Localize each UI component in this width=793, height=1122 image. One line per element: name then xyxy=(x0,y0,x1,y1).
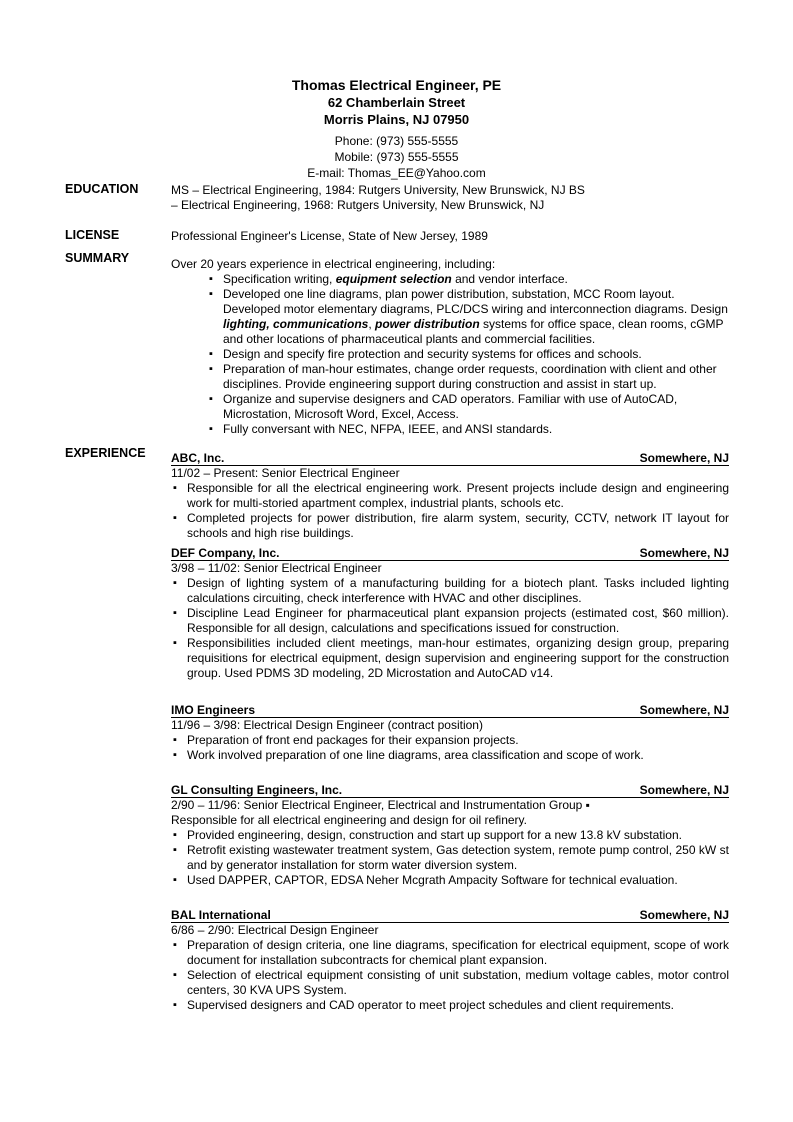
job-bullet: ▪ Discipline Lead Engineer for pharmaceutical plant expansion projects (estimated cost, $60 million). Responsible for all design, calculations and specifications issued for construction. xyxy=(171,606,729,636)
summary-intro: Over 20 years experience in electrical engineering, including: xyxy=(171,257,496,271)
job-bullet: ▪ Preparation of design criteria, one line diagrams, specification for electrical equipment, scope of work document for installation subcontracts for chemical plant expansion. xyxy=(171,938,729,968)
job-bullet: ▪ Responsible for all the electrical engineering work. Present projects include design and engineering work for multi-storied apartment complex, industrial plants, schools etc. xyxy=(171,481,729,511)
job-entry-imo xyxy=(171,703,729,763)
summary-item: ▪ Specification writing, equipment selection and vendor interface. xyxy=(207,272,731,287)
job-header xyxy=(171,783,729,798)
company-name: IMO Engineers xyxy=(171,703,256,717)
candidate-name: Thomas Electrical Engineer, PE xyxy=(291,77,502,93)
job-bullet: ▪ Supervised designers and CAD operator to meet project schedules and client requirements. xyxy=(171,998,729,1013)
summary-list xyxy=(207,272,731,437)
company-name: GL Consulting Engineers, Inc. xyxy=(171,783,343,797)
job-subtitle: Responsible for all electrical engineering and design for oil refinery. xyxy=(171,813,527,827)
mobile-line: Mobile: (973) 555-5555 xyxy=(334,150,459,164)
summary-item: ▪ Fully conversant with NEC, NFPA, IEEE, and ANSI standards. xyxy=(207,422,731,437)
summary-item: ▪ Developed one line diagrams, plan power distribution, substation, MCC Room layout. Developed motor elementary diagrams, PLC/DCS wiring and interconnection diagrams. Design lighting, communications, power distribution systems for office space, clean rooms, cGMP and other locations of pharmaceutical plants and commercial facilities. xyxy=(207,287,731,347)
job-bullet: ▪ Provided engineering, design, construction and start up support for a new 13.8 kV substation. xyxy=(171,828,729,843)
job-location: Somewhere, NJ xyxy=(639,908,729,922)
job-location: Somewhere, NJ xyxy=(639,783,729,797)
education-line-1: MS – Electrical Engineering, 1984: Rutgers University, New Brunswick, NJ BS xyxy=(171,183,585,197)
street-address: 62 Chamberlain Street xyxy=(327,95,466,110)
job-title: 2/90 – 11/96: Senior Electrical Engineer, Electrical and Instrumentation Group ▪ xyxy=(171,798,590,812)
job-header xyxy=(171,546,729,561)
company-name: BAL International xyxy=(171,908,271,922)
job-bullet: ▪ Responsibilities included client meetings, man-hour estimates, organizing design group, preparing requisitions for electrical equipment, design supervision and engineering support for the construction group. Used PDMS 3D modeling, 2D Microstation and AutoCAD v14. xyxy=(171,636,729,681)
summary-item: ▪ Preparation of man-hour estimates, change order requests, coordination with client and other disciplines. Provide engineering support during construction and assist in start up. xyxy=(207,362,731,392)
job-bullet: ▪ Design of lighting system of a manufacturing building for a biotech plant. Tasks included lighting calculations circuiting, check interference with HVAC and other disciplines. xyxy=(171,576,729,606)
job-bullet: ▪ Work involved preparation of one line diagrams, area classification and scope of work. xyxy=(171,748,729,763)
job-bullets xyxy=(171,576,729,681)
education-label: EDUCATION xyxy=(65,182,139,196)
job-header xyxy=(171,908,729,923)
job-bullets xyxy=(171,481,729,541)
email-line: E-mail: Thomas_EE@Yahoo.com xyxy=(307,166,486,180)
job-bullets xyxy=(171,938,729,1013)
license-text: Professional Engineer's License, State of New Jersey, 1989 xyxy=(171,229,488,243)
summary-item: ▪ Design and specify fire protection and security systems for offices and schools. xyxy=(207,347,731,362)
job-bullet: ▪ Retrofit existing wastewater treatment system, Gas detection system, remote pump control, 250 kW st and by generator installation for storm water diversion system. xyxy=(171,843,729,873)
job-bullet: ▪ Used DAPPER, CAPTOR, EDSA Neher Mcgrath Ampacity Software for technical evaluation. xyxy=(171,873,729,888)
company-name: ABC, Inc. xyxy=(171,451,225,465)
job-header xyxy=(171,703,729,718)
job-location: Somewhere, NJ xyxy=(639,546,729,560)
license-label: LICENSE xyxy=(65,228,120,242)
job-title: 3/98 – 11/02: Senior Electrical Engineer xyxy=(171,561,382,575)
job-title: 6/86 – 2/90: Electrical Design Engineer xyxy=(171,923,379,937)
job-bullets xyxy=(171,733,729,763)
job-entry-gl xyxy=(171,783,729,888)
education-line-2: – Electrical Engineering, 1968: Rutgers University, New Brunswick, NJ xyxy=(171,198,545,212)
job-title: 11/96 – 3/98: Electrical Design Engineer (contract position) xyxy=(171,718,483,732)
job-location: Somewhere, NJ xyxy=(639,703,729,717)
job-bullets xyxy=(171,828,729,888)
summary-section xyxy=(171,257,731,437)
job-entry-abc xyxy=(171,451,729,541)
job-title: 11/02 – Present: Senior Electrical Engineer xyxy=(171,466,400,480)
education-text xyxy=(171,183,731,213)
summary-label: SUMMARY xyxy=(65,251,130,265)
job-header xyxy=(171,451,729,466)
experience-label: EXPERIENCE xyxy=(65,446,146,460)
phone-line: Phone: (973) 555-5555 xyxy=(334,134,459,148)
job-bullet: ▪ Completed projects for power distribution, fire alarm system, security, CCTV, network IT layout for schools and high rise buildings. xyxy=(171,511,729,541)
job-location: Somewhere, NJ xyxy=(639,451,729,465)
job-entry-bal xyxy=(171,908,729,1013)
job-entry-def xyxy=(171,546,729,681)
city-address: Morris Plains, NJ 07950 xyxy=(323,112,470,127)
summary-item: ▪ Organize and supervise designers and CAD operators. Familiar with use of AutoCAD, Microstation, Microsoft Word, Excel, Access. xyxy=(207,392,731,422)
company-name: DEF Company, Inc. xyxy=(171,546,280,560)
job-bullet: ▪ Selection of electrical equipment consisting of unit substation, medium voltage cables, motor control centers, 30 KVA UPS System. xyxy=(171,968,729,998)
job-bullet: ▪ Preparation of front end packages for their expansion projects. xyxy=(171,733,729,748)
